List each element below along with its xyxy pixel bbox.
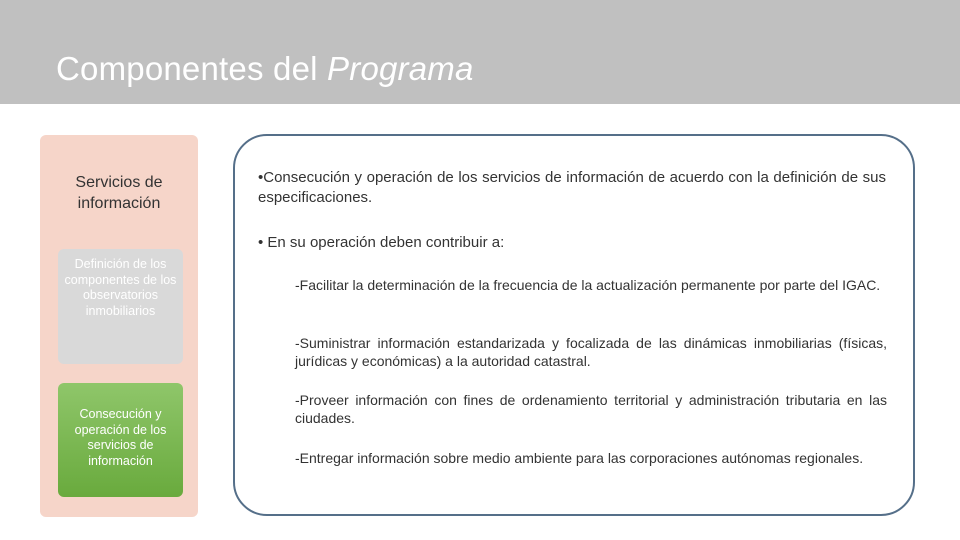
sub-item-2: -Suministrar información estandarizada y focalizada de las dinámicas inmobiliarias (físicas, jurídicas y económicas) a la autoridad catastral.	[295, 335, 887, 369]
title-regular: Componentes del	[56, 50, 318, 87]
slide-title	[56, 50, 474, 88]
sub-item-1: -Facilitar la determinación de la frecuencia de la actualización permanente por parte del IGAC.	[295, 277, 881, 293]
bullet-1: •Consecución y operación de los servicios de información de acuerdo con la definición de sus especificaciones.	[258, 169, 886, 206]
card-consecucion: Consecución y operación de los servicios de información	[58, 383, 183, 497]
bullet-2: • En su operación deben contribuir a:	[258, 234, 505, 251]
card-definicion: Definición de los componentes de los observatorios inmobiliarios	[58, 249, 183, 364]
sub-item-4: -Entregar información sobre medio ambiente para las corporaciones autónomas regionales.	[295, 450, 864, 466]
title-italic: Programa	[327, 50, 474, 87]
left-heading: Servicios de información	[75, 174, 163, 212]
sub-item-3: -Proveer información con fines de ordenamiento territorial y administración tributaria en las ciudades.	[295, 392, 887, 426]
